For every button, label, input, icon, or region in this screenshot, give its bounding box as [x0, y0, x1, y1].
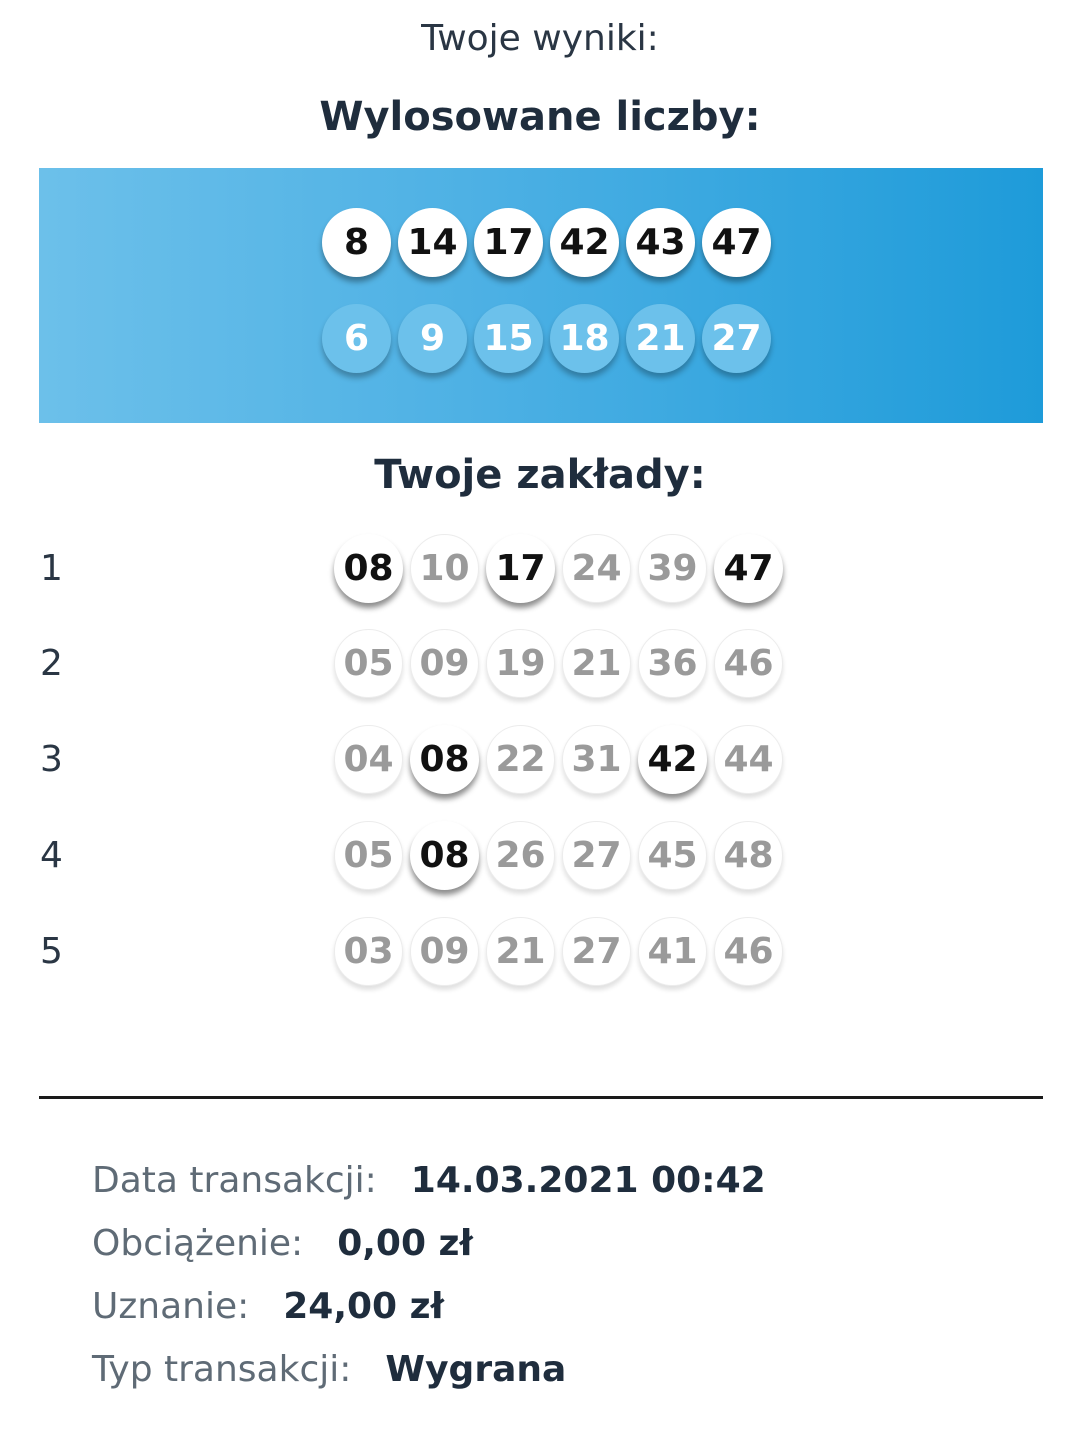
divider	[39, 1096, 1043, 1099]
drawn-ball: 42	[550, 208, 619, 277]
bet-ball: 19	[486, 629, 555, 698]
drawn-plus-ball: 18	[550, 304, 619, 373]
bet-ball: 22	[486, 725, 555, 794]
bet-index: 4	[40, 835, 63, 876]
bet-ball-hit: 17	[486, 534, 555, 603]
bet-ball: 09	[410, 629, 479, 698]
bet-numbers	[334, 917, 783, 986]
bet-ball-hit: 08	[410, 821, 479, 890]
bet-ball: 27	[562, 821, 631, 890]
transaction-charge-label: Obciążenie:	[92, 1223, 304, 1264]
transaction-credit-label: Uznanie:	[92, 1286, 250, 1327]
bet-ball: 03	[334, 917, 403, 986]
bet-row	[0, 629, 1080, 698]
bet-ball: 41	[638, 917, 707, 986]
drawn-ball: 17	[474, 208, 543, 277]
drawn-ball: 43	[626, 208, 695, 277]
transaction-date-row	[92, 1160, 766, 1223]
bet-ball: 10	[410, 534, 479, 603]
bet-ball: 24	[562, 534, 631, 603]
bet-index: 2	[40, 643, 63, 684]
bet-numbers	[334, 725, 783, 794]
results-label: Twoje wyniki:	[421, 18, 659, 59]
bet-ball: 26	[486, 821, 555, 890]
transaction-credit-value: 24,00 zł	[283, 1286, 444, 1327]
drawn-plus-numbers	[322, 304, 771, 373]
bet-ball: 27	[562, 917, 631, 986]
bet-numbers	[334, 629, 783, 698]
drawn-plus-ball: 27	[702, 304, 771, 373]
bet-ball: 21	[486, 917, 555, 986]
bets-title: Twoje zakłady:	[374, 452, 706, 498]
drawn-numbers-title: Wylosowane liczby:	[319, 94, 761, 140]
bet-index: 1	[40, 548, 63, 589]
transaction-date-value: 14.03.2021 00:42	[410, 1160, 766, 1201]
transaction-type-row	[92, 1349, 766, 1412]
drawn-plus-ball: 9	[398, 304, 467, 373]
transaction-type-value: Wygrana	[385, 1349, 567, 1390]
drawn-main-numbers	[322, 208, 771, 277]
drawn-plus-ball: 6	[322, 304, 391, 373]
drawn-plus-ball: 15	[474, 304, 543, 373]
drawn-ball: 8	[322, 208, 391, 277]
bet-ball-hit: 08	[334, 534, 403, 603]
bet-numbers	[334, 821, 783, 890]
bet-numbers	[334, 534, 783, 603]
bet-ball: 21	[562, 629, 631, 698]
drawn-numbers-panel	[39, 168, 1043, 423]
bet-ball: 04	[334, 725, 403, 794]
transaction-details	[92, 1160, 766, 1412]
bet-ball: 46	[714, 917, 783, 986]
bet-row	[0, 534, 1080, 603]
bet-ball: 39	[638, 534, 707, 603]
transaction-credit-row	[92, 1286, 766, 1349]
bet-index: 3	[40, 739, 63, 780]
bet-ball: 48	[714, 821, 783, 890]
bet-row	[0, 821, 1080, 890]
bet-ball: 31	[562, 725, 631, 794]
bet-ball: 09	[410, 917, 479, 986]
drawn-plus-ball: 21	[626, 304, 695, 373]
bet-ball: 44	[714, 725, 783, 794]
bet-row	[0, 725, 1080, 794]
bet-ball: 45	[638, 821, 707, 890]
bet-row	[0, 917, 1080, 986]
bet-ball: 46	[714, 629, 783, 698]
drawn-ball: 47	[702, 208, 771, 277]
bet-ball-hit: 08	[410, 725, 479, 794]
transaction-date-label: Data transakcji:	[92, 1160, 377, 1201]
bet-ball: 05	[334, 821, 403, 890]
bet-ball: 36	[638, 629, 707, 698]
bet-ball-hit: 47	[714, 534, 783, 603]
transaction-charge-row	[92, 1223, 766, 1286]
drawn-ball: 14	[398, 208, 467, 277]
transaction-charge-value: 0,00 zł	[337, 1223, 473, 1264]
transaction-type-label: Typ transakcji:	[92, 1349, 352, 1390]
bet-ball: 05	[334, 629, 403, 698]
bet-index: 5	[40, 931, 63, 972]
bet-ball-hit: 42	[638, 725, 707, 794]
